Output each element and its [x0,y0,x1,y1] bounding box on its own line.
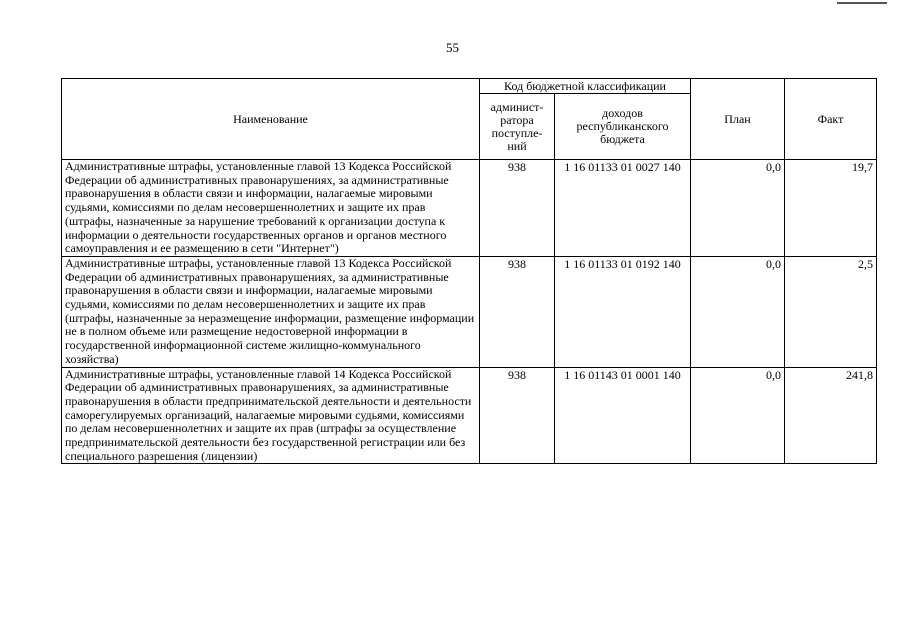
row-fact: 2,5 [785,256,877,367]
header-revenues: доходов республиканского бюджета [555,94,691,160]
row-name: Административные штрафы, установленные главой 14 Кодекса Российской Федерации об административных правонарушениях, за административные правонарушения в области предпринимательской деятельности и деятельности саморегулируемых организаций, налагаемые мировыми судьями, комиссиями по делам несовершеннолетних и защите их прав (штрафы за осуществление предпринимательской деятельности без государственной регистрации или без специального разрешения (лицензии) [62,367,480,464]
header-name: Наименование [62,79,480,160]
corner-mark [837,2,887,4]
row-code: 1 16 01133 01 0192 140 [555,256,691,367]
row-admin: 938 [480,256,555,367]
header-code-group: Код бюджетной классификации [480,79,691,94]
row-admin: 938 [480,367,555,464]
header-plan: План [691,79,785,160]
row-name: Административные штрафы, установленные главой 13 Кодекса Российской Федерации об административных правонарушениях, за административные правонарушения в области связи и информации, налагаемые мировыми судьями, комиссиями по делам несовершеннолетних и защите их прав (штрафы, назначенные за неразмещение информации, размещение информации не в полном объеме или размещение недостоверной информации в государственной информационной системе жилищно-коммунального хозяйства) [62,256,480,367]
header-fact: Факт [785,79,877,160]
row-plan: 0,0 [691,367,785,464]
table-row [62,367,877,464]
row-plan: 0,0 [691,256,785,367]
row-name: Административные штрафы, установленные главой 13 Кодекса Российской Федерации об административных правонарушениях, за административные правонарушения в области связи и информации, налагаемые мировыми судьями, комиссиями по делам несовершеннолетних и защите их прав (штрафы, назначенные за нарушение требований к организации доступа к информации о деятельности государственных органов и органов местного самоуправления и ее размещению в сети "Интернет") [62,160,480,257]
row-plan: 0,0 [691,160,785,257]
table-row [62,256,877,367]
page-number: 55 [446,40,459,55]
row-fact: 19,7 [785,160,877,257]
header-administrator: админист- ратора поступле- ний [480,94,555,160]
table-row [62,160,877,257]
budget-table [61,78,877,464]
row-admin: 938 [480,160,555,257]
row-fact: 241,8 [785,367,877,464]
row-code: 1 16 01133 01 0027 140 [555,160,691,257]
row-code: 1 16 01143 01 0001 140 [555,367,691,464]
